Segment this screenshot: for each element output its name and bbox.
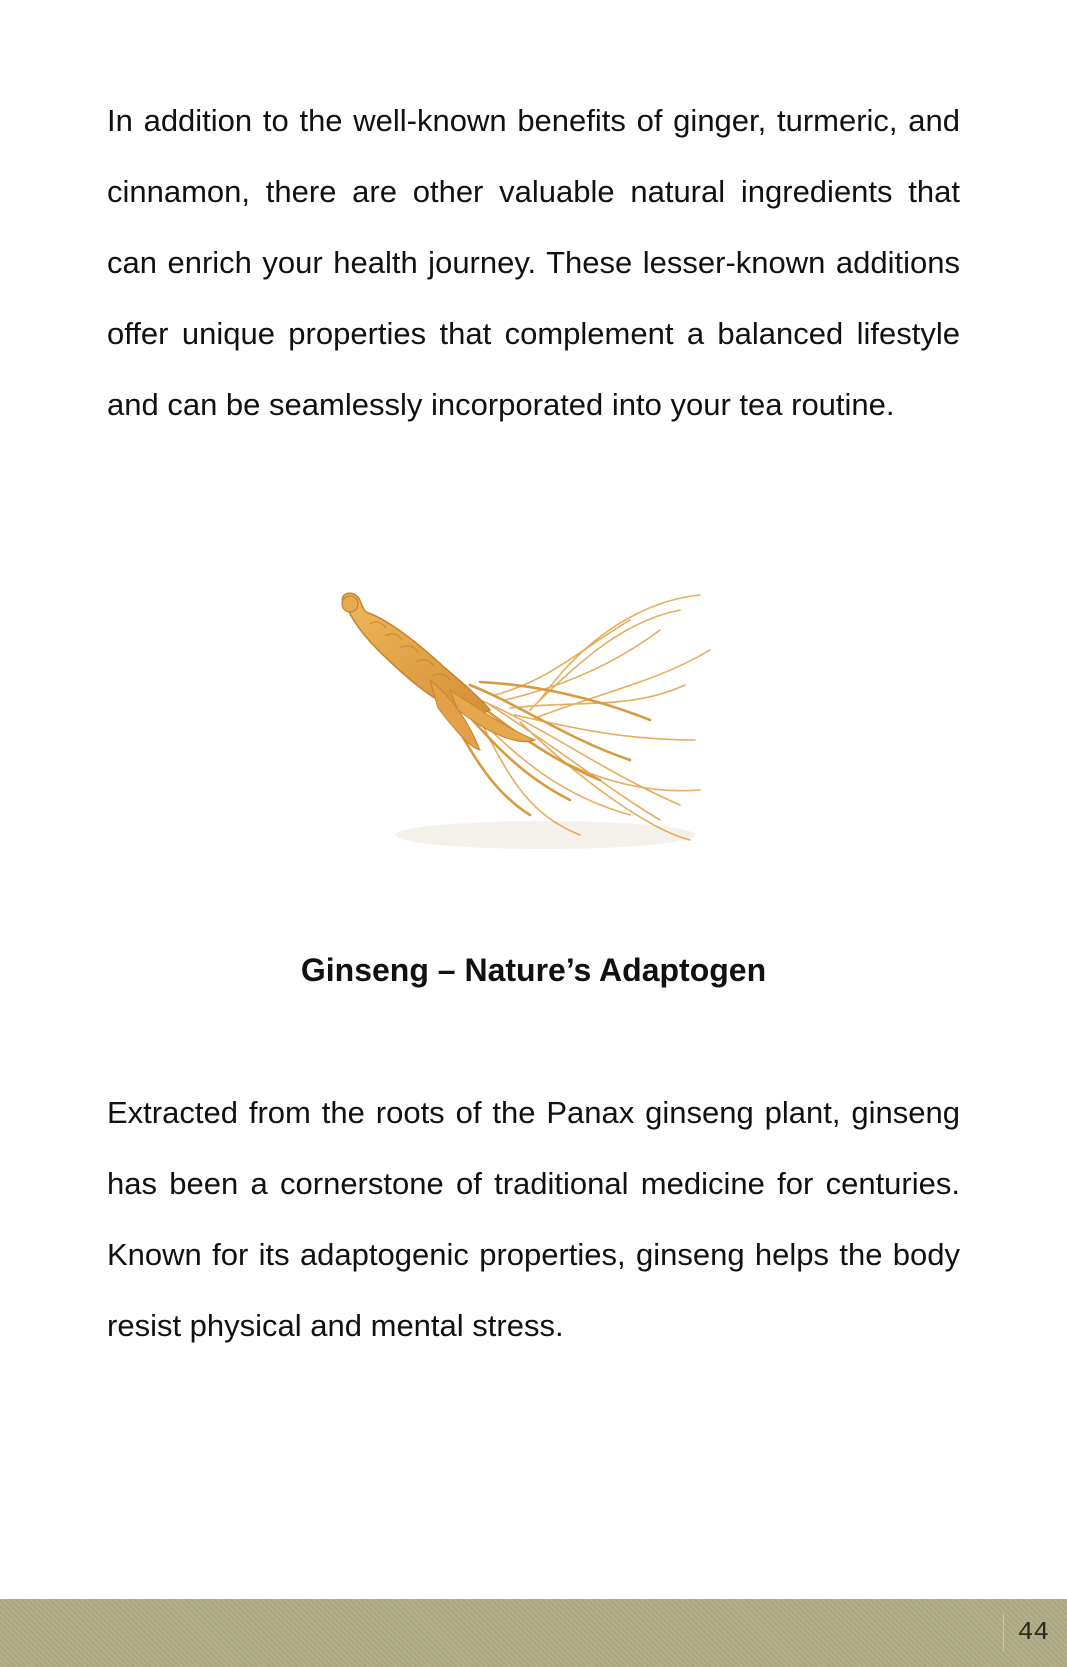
ginseng-root-image: [330, 590, 740, 870]
footer-bar: [0, 1599, 1067, 1667]
page-number: 44: [1003, 1613, 1049, 1651]
intro-paragraph: In addition to the well-known benefits of ginger, turmeric, and cinnamon, there are other valuable natural ingredients that can enrich your health journey. These lesser-known additions offer unique properties that complement a balanced lifestyle and can be seamlessly incorporated into your tea routine.: [107, 103, 960, 422]
section-heading: Ginseng – Nature’s Adaptogen: [300, 952, 767, 988]
ginseng-root-icon: [330, 590, 740, 870]
ginseng-paragraph: Extracted from the roots of the Panax ginseng plant, ginseng has been a cornerstone of traditional medicine for centuries. Known for its adaptogenic properties, ginseng helps the body resist physical and mental stress.: [107, 1095, 960, 1343]
